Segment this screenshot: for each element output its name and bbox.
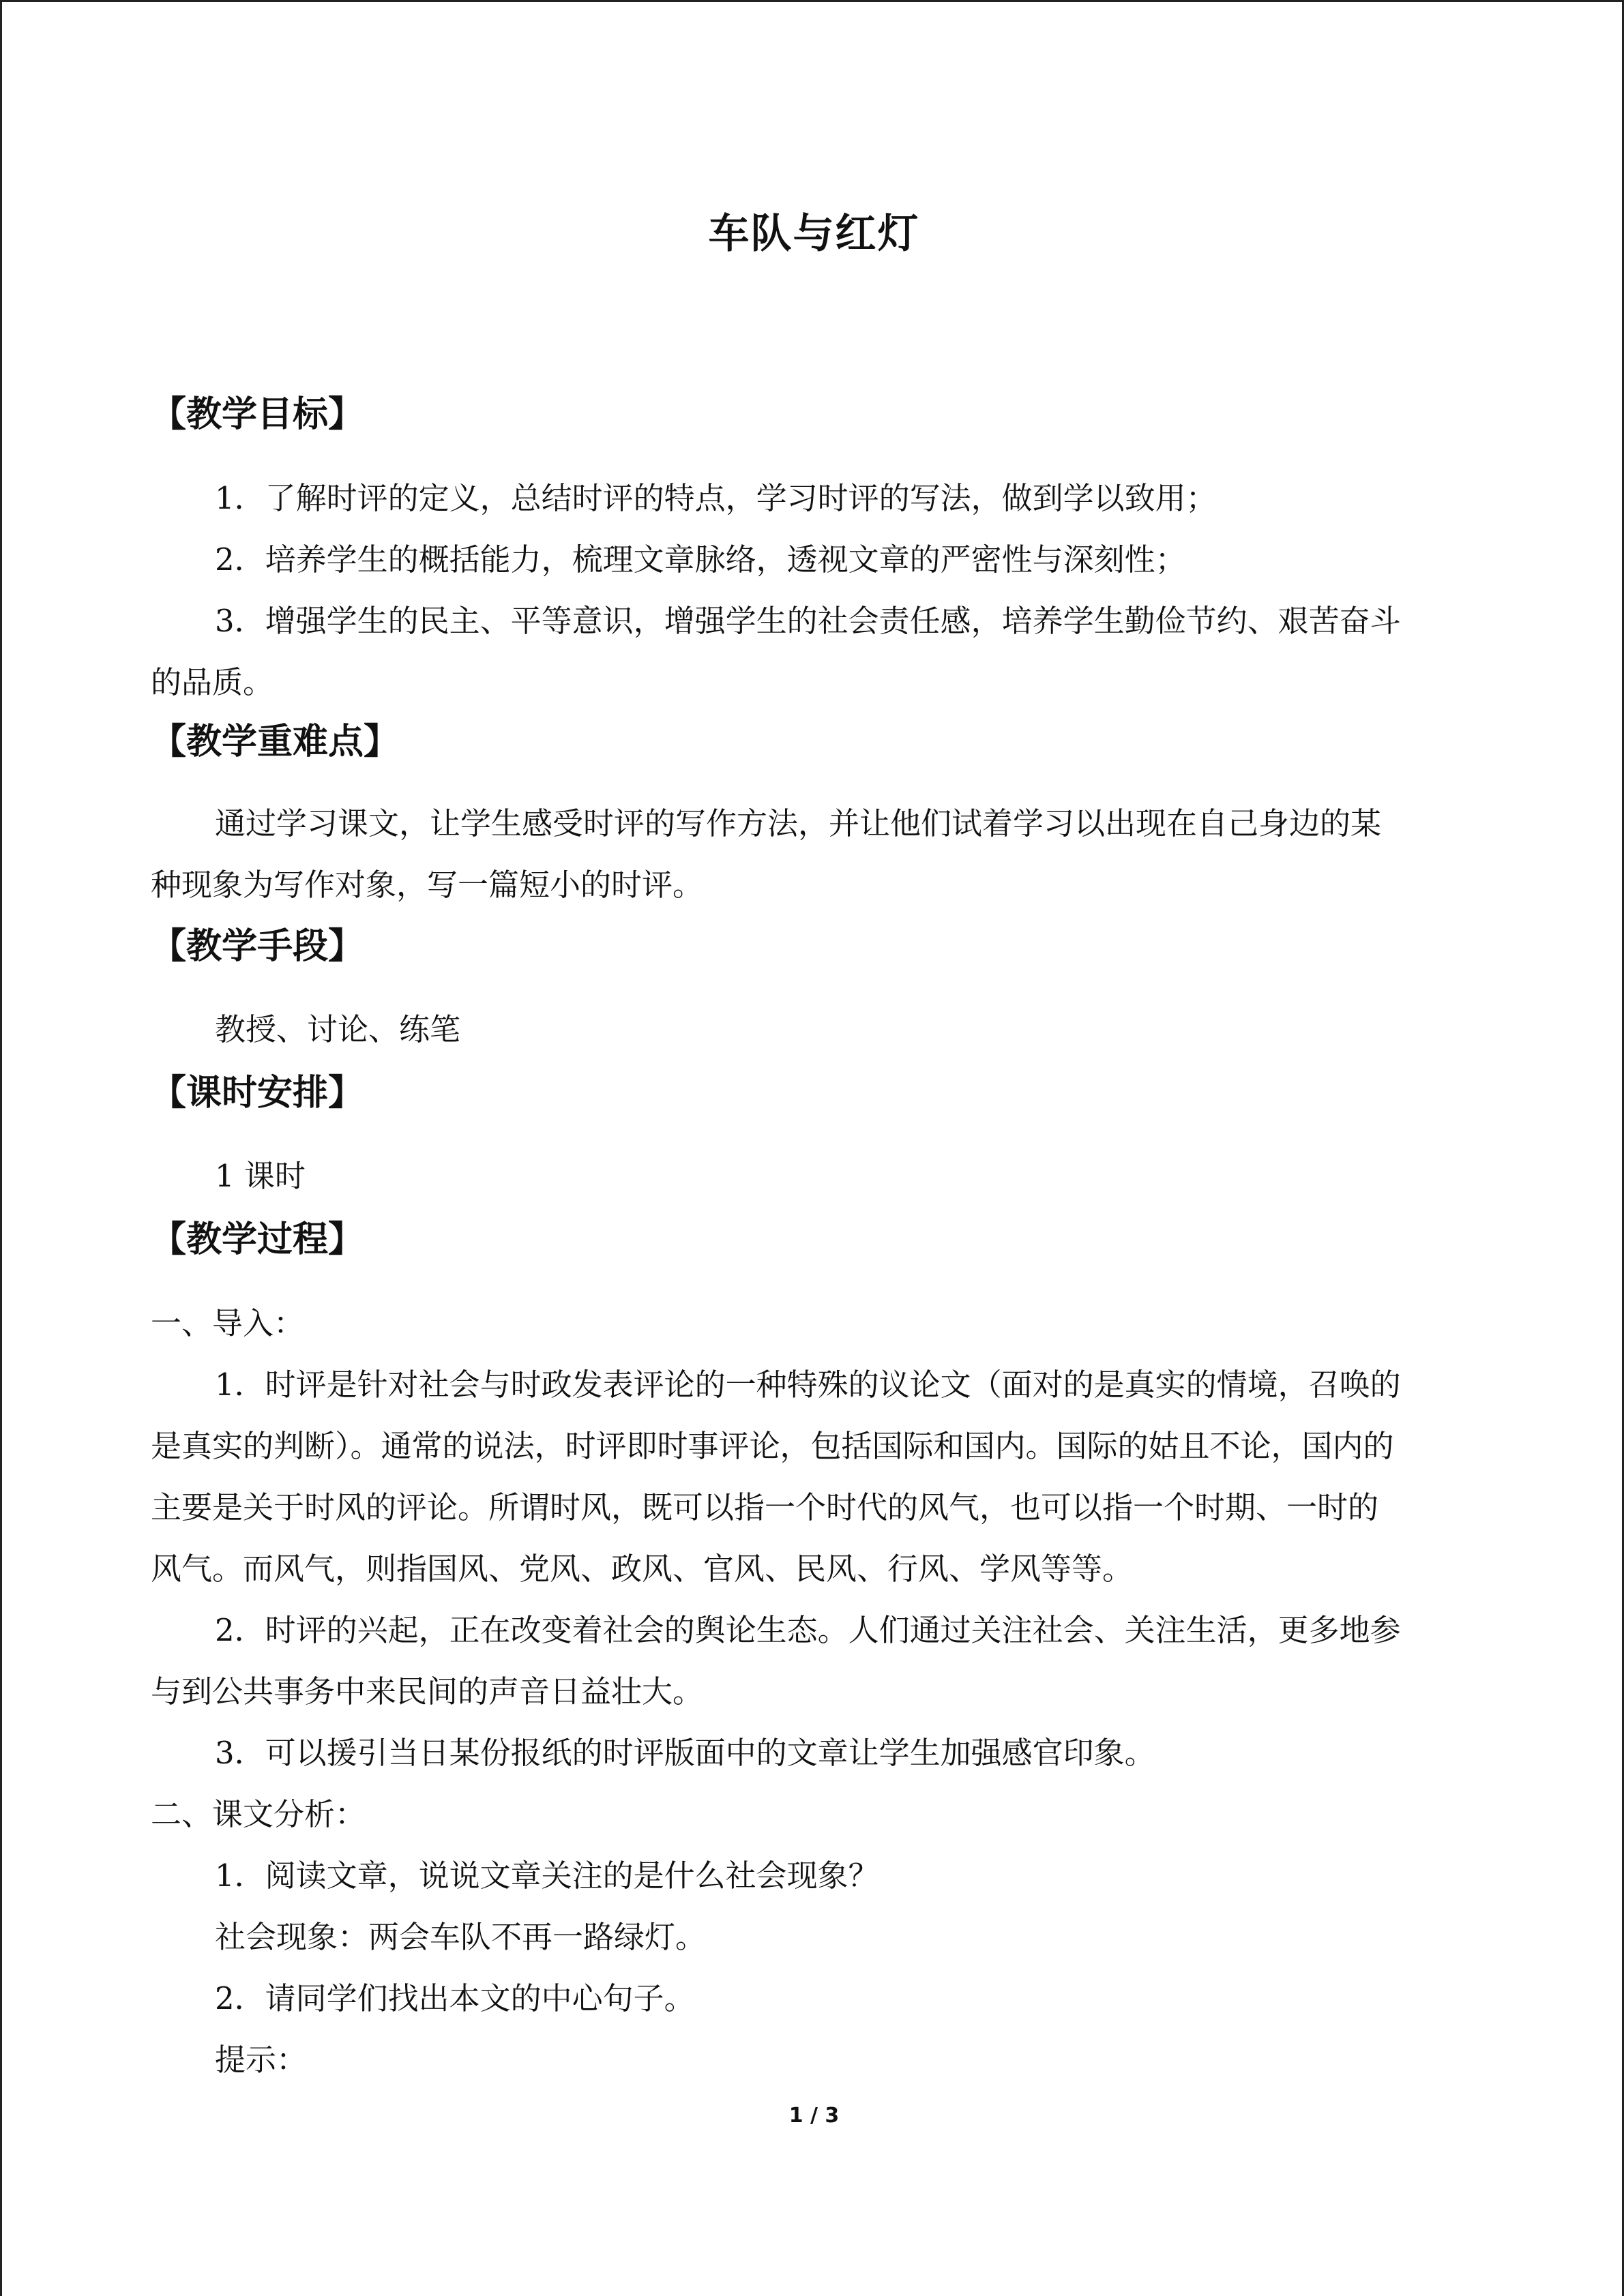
process-p1-line-3: 主要是关于时风的评论。所谓时风，既可以指一个时代的风气，也可以指一个时期、一时的 (151, 1489, 1379, 1525)
goal-item-3 (151, 591, 1477, 713)
page-number: 1 / 3 (788, 2104, 840, 2128)
process-hint: 提示： (215, 2042, 308, 2078)
process-part-1-title: 一、导入： (151, 1305, 305, 1341)
key-points-paragraph (151, 793, 1477, 916)
goal-item-2: 2．培养学生的概括能力，梳理文章脉络，透视文章的严密性与深刻性； (215, 541, 1186, 578)
key-points-line-1: 通过学习课文，让学生感受时评的写作方法，并让他们试着学习以出现在自己身边的某 (215, 805, 1382, 841)
process-p1-line-2: 是真实的判断）。通常的说法，时评即时事评论，包括国际和国内。国际的姑且不论，国内的 (151, 1428, 1394, 1464)
process-p2-line-2: 与到公共事务中来民间的声音日益壮大。 (151, 1673, 704, 1710)
process-paragraph-2 (151, 1600, 1477, 1723)
process-paragraph-1 (151, 1354, 1477, 1600)
schedule-text: 1 课时 (215, 1158, 306, 1194)
section-heading-goals: 【教学目标】 (151, 394, 364, 435)
process-paragraph-3: 3．可以援引当日某份报纸的时评版面中的文章让学生加强感官印象。 (215, 1735, 1155, 1771)
key-points-line-2: 种现象为写作对象，写一篇短小的时评。 (151, 867, 704, 903)
process-p1-line-1: 1．时评是针对社会与时政发表评论的一种特殊的议论文（面对的是真实的情境，召唤的 (215, 1367, 1401, 1403)
methods-text: 教授、讨论、练笔 (215, 1011, 461, 1047)
process-p1-line-4: 风气。而风气，则指国风、党风、政风、官风、民风、行风、学风等等。 (151, 1551, 1134, 1587)
page-title: 车队与红灯 (708, 210, 920, 258)
section-heading-methods: 【教学手段】 (151, 926, 364, 967)
goal-item-1: 1．了解时评的定义，总结时评的特点，学习时评的写法，做到学以致用； (215, 480, 1217, 516)
goal-item-3-line-2: 的品质。 (151, 664, 274, 700)
goal-item-3-line-1: 3．增强学生的民主、平等意识，增强学生的社会责任感，培养学生勤俭节约、艰苦奋斗 (215, 603, 1401, 639)
section-heading-schedule: 【课时安排】 (151, 1073, 364, 1114)
process-question-1: 1．阅读文章，说说文章关注的是什么社会现象？ (215, 1858, 879, 1894)
process-part-2-title: 二、课文分析： (151, 1796, 366, 1832)
section-heading-process: 【教学过程】 (151, 1219, 364, 1260)
process-question-2: 2．请同学们找出本文的中心句子。 (215, 1980, 695, 2016)
section-heading-key-points: 【教学重难点】 (151, 721, 400, 762)
process-p2-line-1: 2．时评的兴起，正在改变着社会的舆论生态。人们通过关注社会、关注生活，更多地参 (215, 1612, 1401, 1648)
process-answer-1: 社会现象：两会车队不再一路绿灯。 (215, 1919, 707, 1955)
